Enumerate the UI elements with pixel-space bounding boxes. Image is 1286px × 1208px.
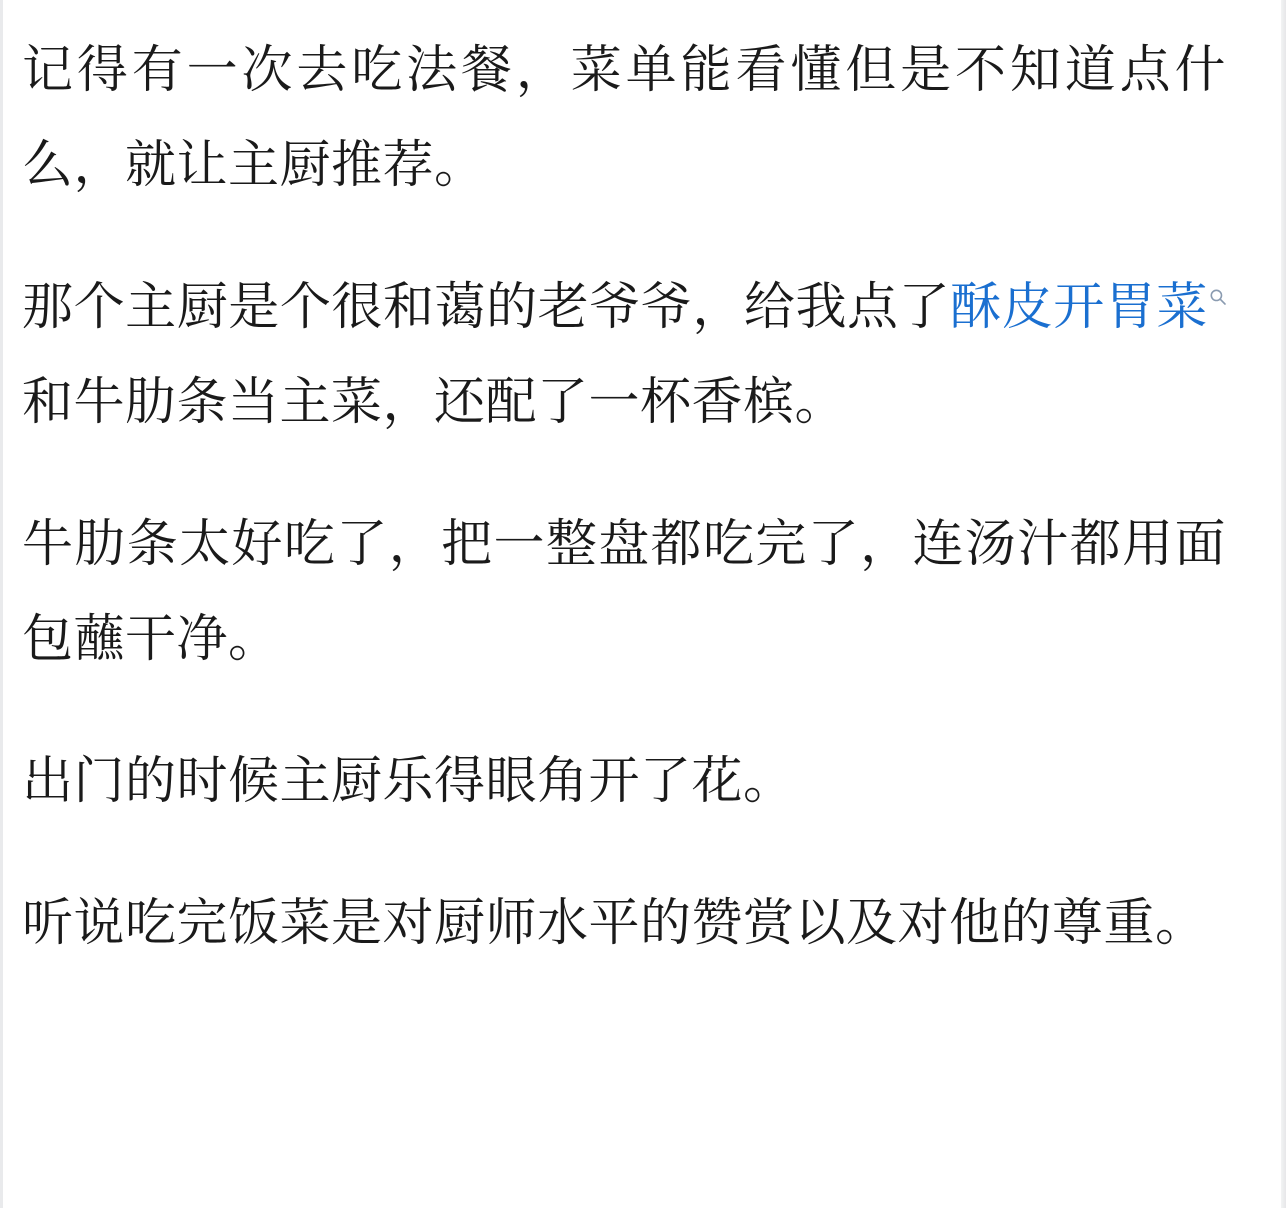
- paragraph-1: 记得有一次去吃法餐，菜单能看懂但是不知道点什么，就让主厨推荐。: [22, 41, 1226, 193]
- paragraph-2-tail: 和牛肋条当主菜，还配了一杯香槟。: [22, 373, 847, 430]
- paragraph-4: 出门的时候主厨乐得眼角开了花。: [22, 752, 795, 809]
- paragraph-5: 听说吃完饭菜是对厨师水平的赞赏以及对他的尊重。: [22, 894, 1207, 951]
- paragraph-3: 牛肋条太好吃了，把一整盘都吃完了，连汤汁都用面包蘸干净。: [22, 515, 1226, 667]
- paragraph-2-lead: 那个主厨是个很和蔼的老爷爷，给我点了: [22, 278, 951, 335]
- article-body: [22, 22, 1226, 970]
- inline-link-label: 酥皮开胃菜: [950, 278, 1208, 335]
- search-icon[interactable]: [1209, 286, 1227, 307]
- inline-link-appetizer[interactable]: [950, 278, 1226, 335]
- paragraph-2: [22, 259, 1226, 449]
